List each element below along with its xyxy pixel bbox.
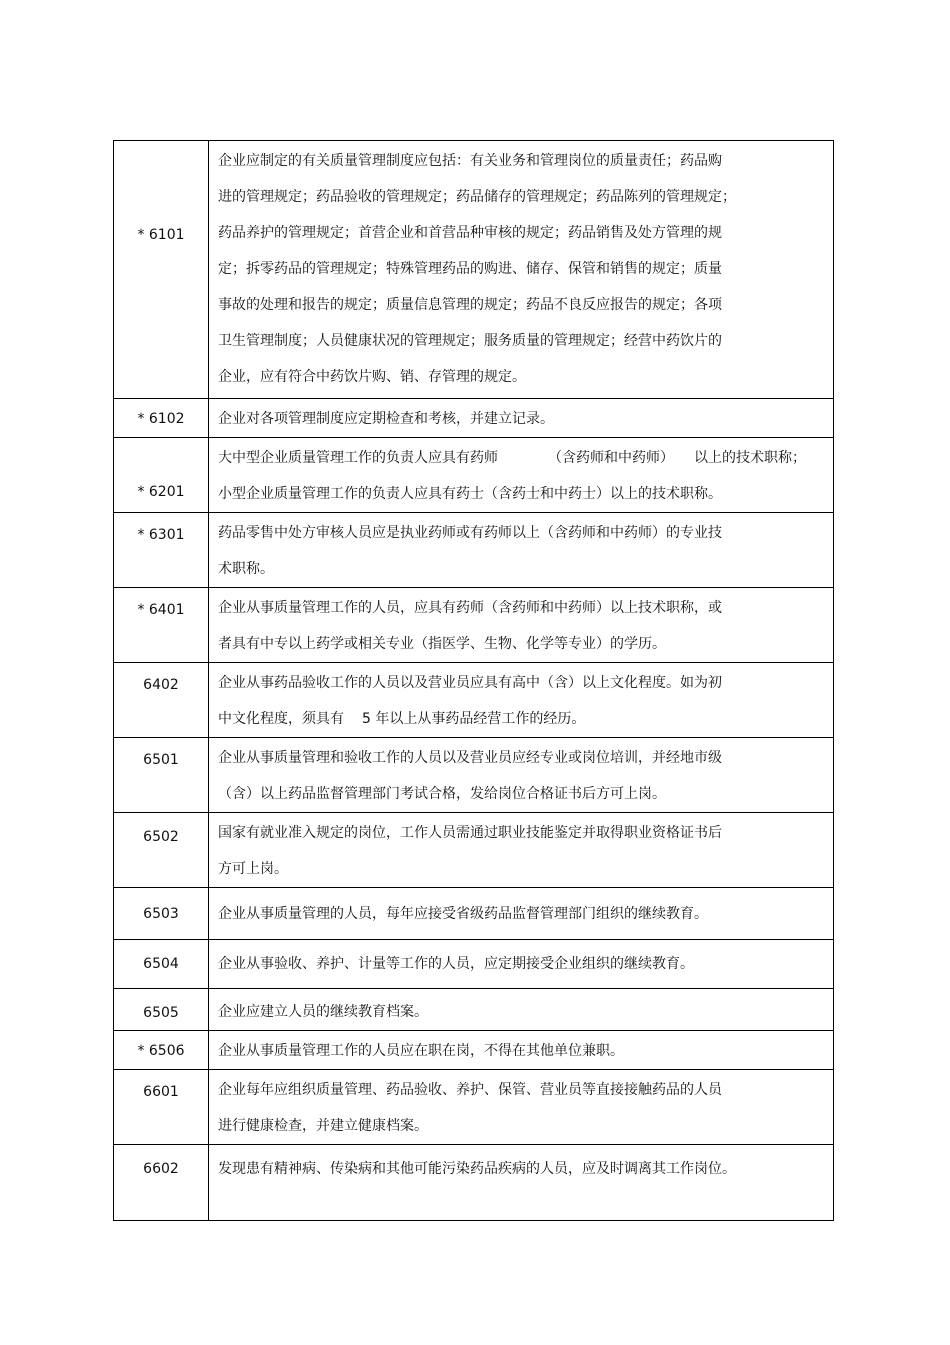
- table-row: [114, 141, 834, 399]
- item-text-cell: [209, 813, 834, 888]
- table-row: [114, 663, 834, 738]
- item-text-cell: [209, 399, 834, 438]
- item-text-line: 术职称。: [218, 561, 274, 577]
- standards-table: [113, 140, 834, 1221]
- item-text-line: [218, 701, 833, 737]
- item-text-line: 方可上岗。: [218, 861, 288, 877]
- item-code: * 6401: [137, 602, 185, 618]
- item-code: 6502: [143, 829, 179, 845]
- table-row: [114, 1145, 834, 1221]
- item-code: * 6201: [137, 484, 185, 500]
- item-code-cell: [114, 1031, 209, 1070]
- item-code: * 6102: [137, 411, 185, 427]
- item-text-line: 发现患有精神病、传染病和其他可能污染药品疾病的人员，应及时调离其工作岗位。: [218, 1161, 736, 1177]
- table-row: [114, 813, 834, 888]
- item-text-segment: 以上的技术职称；: [694, 450, 806, 466]
- item-text-line: 企业对各项管理制度应定期检查和考核，并建立记录。: [218, 411, 554, 427]
- item-code: 6501: [143, 752, 179, 768]
- item-text-line: [218, 440, 833, 476]
- item-code-cell: [114, 588, 209, 663]
- item-text-cell: [209, 888, 834, 940]
- item-text-line: 企业应制定的有关质量管理制度应包括：有关业务和管理岗位的质量责任；药品购: [218, 153, 722, 169]
- item-text-line: 企业每年应组织质量管理、药品验收、养护、保管、营业员等直接接触药品的人员: [218, 1082, 722, 1098]
- item-text-segment: 中文化程度，须具有: [218, 711, 344, 727]
- item-text-cell: [209, 1031, 834, 1070]
- item-text-segment: 大中型企业质量管理工作的负责人应具有药师: [218, 450, 498, 466]
- item-text-cell: [209, 989, 834, 1031]
- item-text-cell: [209, 1145, 834, 1221]
- item-text-line: 企业从事质量管理工作的人员，应具有药师（含药师和中药师）以上技术职称，或: [218, 600, 722, 616]
- item-code-cell: [114, 399, 209, 438]
- item-code-cell: [114, 663, 209, 738]
- item-text-segment: 5 年以上从事药品经营工作的经历。: [362, 711, 586, 727]
- item-code-cell: [114, 513, 209, 588]
- item-code-cell: [114, 141, 209, 399]
- item-code: 6504: [143, 956, 179, 972]
- item-text-cell: [209, 438, 834, 513]
- item-text-cell: [209, 1070, 834, 1145]
- table-row: [114, 588, 834, 663]
- item-text-line: 企业从事验收、养护、计量等工作的人员，应定期接受企业组织的继续教育。: [218, 956, 694, 972]
- item-text-line: 小型企业质量管理工作的负责人应具有药士（含药士和中药士）以上的技术职称。: [218, 486, 722, 502]
- item-code: 6602: [143, 1161, 179, 1177]
- item-text-line: 药品养护的管理规定；首营企业和首营品种审核的规定；药品销售及处方管理的规: [218, 225, 722, 241]
- item-code: 6601: [143, 1084, 179, 1100]
- item-text-line: 卫生管理制度；人员健康状况的管理规定；服务质量的管理规定；经营中药饮片的: [218, 333, 722, 349]
- table-row: [114, 1070, 834, 1145]
- item-code-cell: [114, 940, 209, 989]
- item-text-line: 企业从事质量管理的人员，每年应接受省级药品监督管理部门组织的继续教育。: [218, 906, 708, 922]
- item-code-cell: [114, 813, 209, 888]
- table-row: [114, 438, 834, 513]
- item-text-line: 国家有就业准入规定的岗位，工作人员需通过职业技能鉴定并取得职业资格证书后: [218, 825, 722, 841]
- table-row: [114, 513, 834, 588]
- item-code: * 6301: [137, 527, 185, 543]
- item-text-cell: [209, 940, 834, 989]
- item-text-line: 企业从事质量管理和验收工作的人员以及营业员应经专业或岗位培训，并经地市级: [218, 750, 722, 766]
- item-text-cell: [209, 663, 834, 738]
- item-code-cell: [114, 438, 209, 513]
- item-code-cell: [114, 738, 209, 813]
- item-text-line: 进的管理规定；药品验收的管理规定；药品储存的管理规定；药品陈列的管理规定；: [218, 189, 736, 205]
- item-text-line: 进行健康检查，并建立健康档案。: [218, 1118, 428, 1134]
- item-text-line: 药品零售中处方审核人员应是执业药师或有药师以上（含药师和中药师）的专业技: [218, 525, 722, 541]
- item-code: 6503: [143, 906, 179, 922]
- item-text-line: 企业从事药品验收工作的人员以及营业员应具有高中（含）以上文化程度。如为初: [218, 675, 722, 691]
- table-row: [114, 989, 834, 1031]
- item-code: 6402: [143, 677, 179, 693]
- item-text-segment: （含药师和中药师）: [548, 450, 674, 466]
- item-text-line: 定；拆零药品的管理规定；特殊管理药品的购进、储存、保管和销售的规定；质量: [218, 261, 722, 277]
- item-text-line: 企业从事质量管理工作的人员应在职在岗，不得在其他单位兼职。: [218, 1043, 624, 1059]
- item-code: 6505: [143, 1005, 179, 1021]
- item-text-line: 企业，应有符合中药饮片购、销、存管理的规定。: [218, 369, 526, 385]
- item-text-cell: [209, 141, 834, 399]
- table-row: [114, 738, 834, 813]
- table-row: [114, 1031, 834, 1070]
- item-code: * 6506: [137, 1043, 185, 1059]
- table-row: [114, 940, 834, 989]
- item-text-line: 事故的处理和报告的规定；质量信息管理的规定；药品不良反应报告的规定；各项: [218, 297, 722, 313]
- table-row: [114, 399, 834, 438]
- item-code-cell: [114, 888, 209, 940]
- item-code: * 6101: [137, 227, 185, 243]
- item-code-cell: [114, 1145, 209, 1221]
- item-text-cell: [209, 513, 834, 588]
- item-text-cell: [209, 588, 834, 663]
- item-code-cell: [114, 989, 209, 1031]
- item-text-line: （含）以上药品监督管理部门考试合格，发给岗位合格证书后方可上岗。: [218, 786, 666, 802]
- item-text-line: 企业应建立人员的继续教育档案。: [218, 1004, 428, 1020]
- item-text-cell: [209, 738, 834, 813]
- item-text-line: 者具有中专以上药学或相关专业（指医学、生物、化学等专业）的学历。: [218, 636, 666, 652]
- item-code-cell: [114, 1070, 209, 1145]
- table-row: [114, 888, 834, 940]
